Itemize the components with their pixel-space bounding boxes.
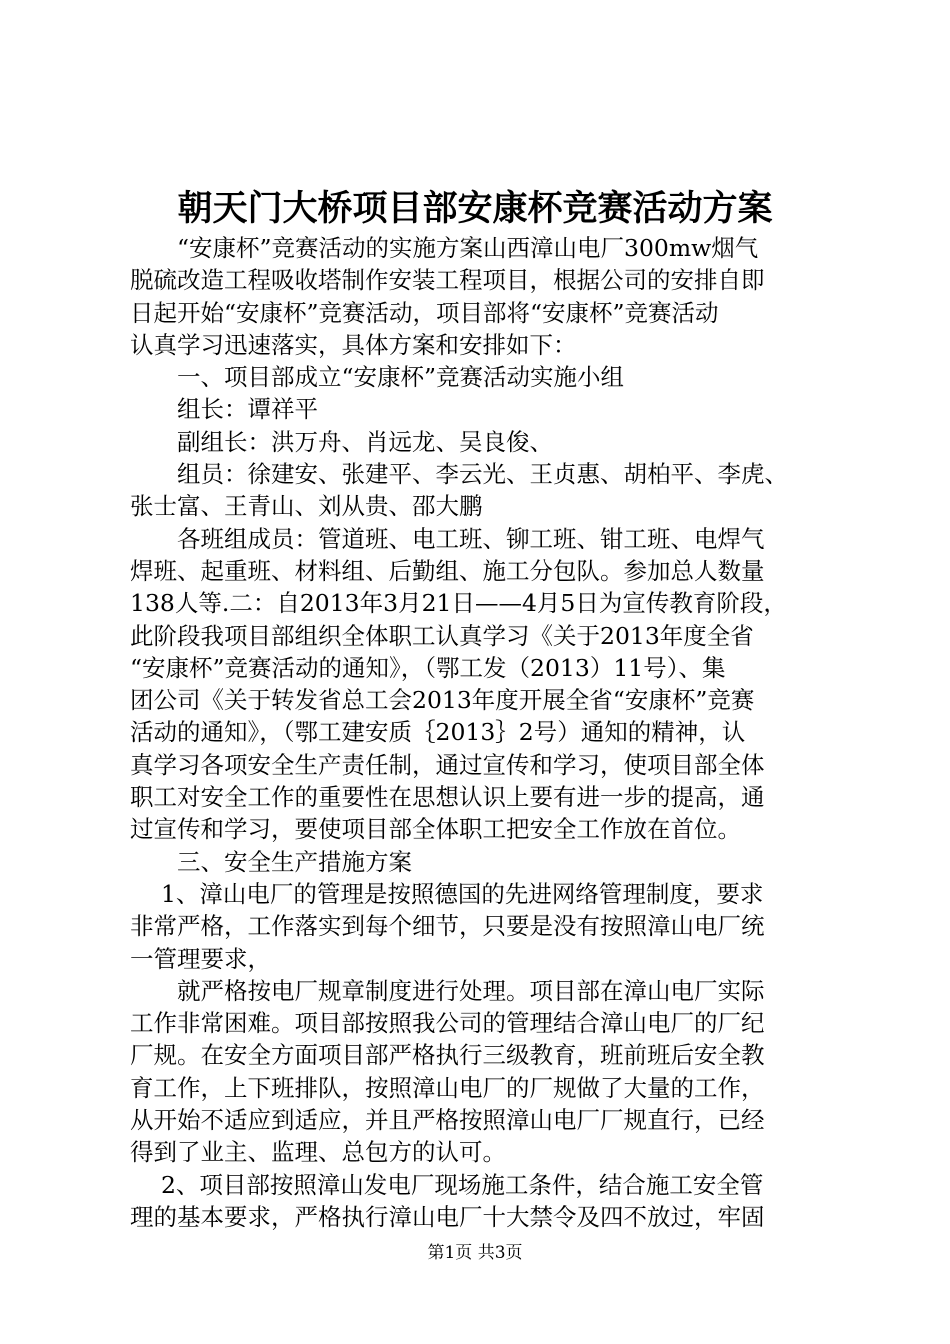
body-line: 脱硫改造工程吸收塔制作安装工程项目，根据公司的安排自即 (130, 266, 765, 295)
body-line: 组长：谭祥平 (130, 395, 318, 424)
body-line: “安康杯”竞赛活动的通知》，（鄂工发（2013）11号）、集 (130, 653, 726, 682)
page-footer: 第1页 共3页 (427, 1243, 523, 1263)
body-line: 活动的通知》，（鄂工建安质｛2013｝2号）通知的精神，认 (130, 718, 746, 747)
body-line: 焊班、起重班、材料组、后勤组、施工分包队。参加总人数量 (130, 556, 765, 585)
body-line: 育工作，上下班排队，按照漳山电厂的厂规做了大量的工作， (130, 1073, 765, 1102)
body-line: 从开始不适应到适应，并且严格按照漳山电厂厂规直行，已经 (130, 1106, 765, 1135)
body-line: 得到了业主、监理、总包方的认可。 (130, 1138, 506, 1167)
body-line: “安康杯”竞赛活动的实施方案山西漳山电厂300mw烟气 (130, 234, 759, 262)
body-line: 三、安全生产措施方案 (130, 847, 412, 876)
body-line: 职工对安全工作的重要性在思想认识上要有进一步的提高，通 (130, 783, 765, 812)
body-line: 此阶段我项目部组织全体职工认真学习《关于2013年度全省 (130, 621, 754, 650)
body-line: 一、项目部成立“安康杯”竞赛活动实施小组 (130, 363, 625, 392)
body-line: 厂规。在安全方面项目部严格执行三级教育，班前班后安全教 (130, 1041, 765, 1070)
document-title: 朝天门大桥项目部安康杯竞赛活动方案 (177, 188, 773, 229)
body-line: 过宣传和学习，要使项目部全体职工把安全工作放在首位。 (130, 815, 741, 844)
body-line: 真学习各项安全生产责任制，通过宣传和学习，使项目部全体 (130, 750, 765, 779)
body-line: 副组长：洪万舟、肖远龙、吴良俊、 (130, 427, 553, 456)
body-line: 团公司《关于转发省总工会2013年度开展全省“安康杯”竞赛 (130, 686, 755, 715)
body-line: 组员：徐建安、张建平、李云光、王贞惠、胡柏平、李虎、 (130, 460, 788, 489)
body-line: 日起开始“安康杯”竞赛活动，项目部将“安康杯”竞赛活动 (130, 298, 719, 327)
body-line: 非常严格，工作落实到每个细节，只要是没有按照漳山电厂统 (130, 912, 765, 941)
body-line: 138人等.二：自2013年3月21日——4月5日为宣传教育阶段， (130, 589, 787, 618)
body-line: 一管理要求， (130, 944, 271, 973)
document-body (130, 232, 830, 1233)
body-line: 理的基本要求，严格执行漳山电厂十大禁令及四不放过，牢固 (130, 1202, 765, 1231)
body-line: 2、项目部按照漳山发电厂现场施工条件，结合施工安全管 (130, 1170, 764, 1199)
body-line: 各班组成员：管道班、电工班、铆工班、钳工班、电焊气 (130, 524, 765, 553)
body-line: 工作非常困难。项目部按照我公司的管理结合漳山电厂的厂纪 (130, 1009, 765, 1038)
body-line: 张士富、王青山、刘从贵、邵大鹏 (130, 492, 483, 521)
body-line: 就严格按电厂规章制度进行处理。项目部在漳山电厂实际 (130, 976, 765, 1005)
body-line: 1、漳山电厂的管理是按照德国的先进网络管理制度，要求 (130, 879, 764, 908)
body-line: 认真学习迅速落实，具体方案和安排如下： (130, 330, 577, 359)
